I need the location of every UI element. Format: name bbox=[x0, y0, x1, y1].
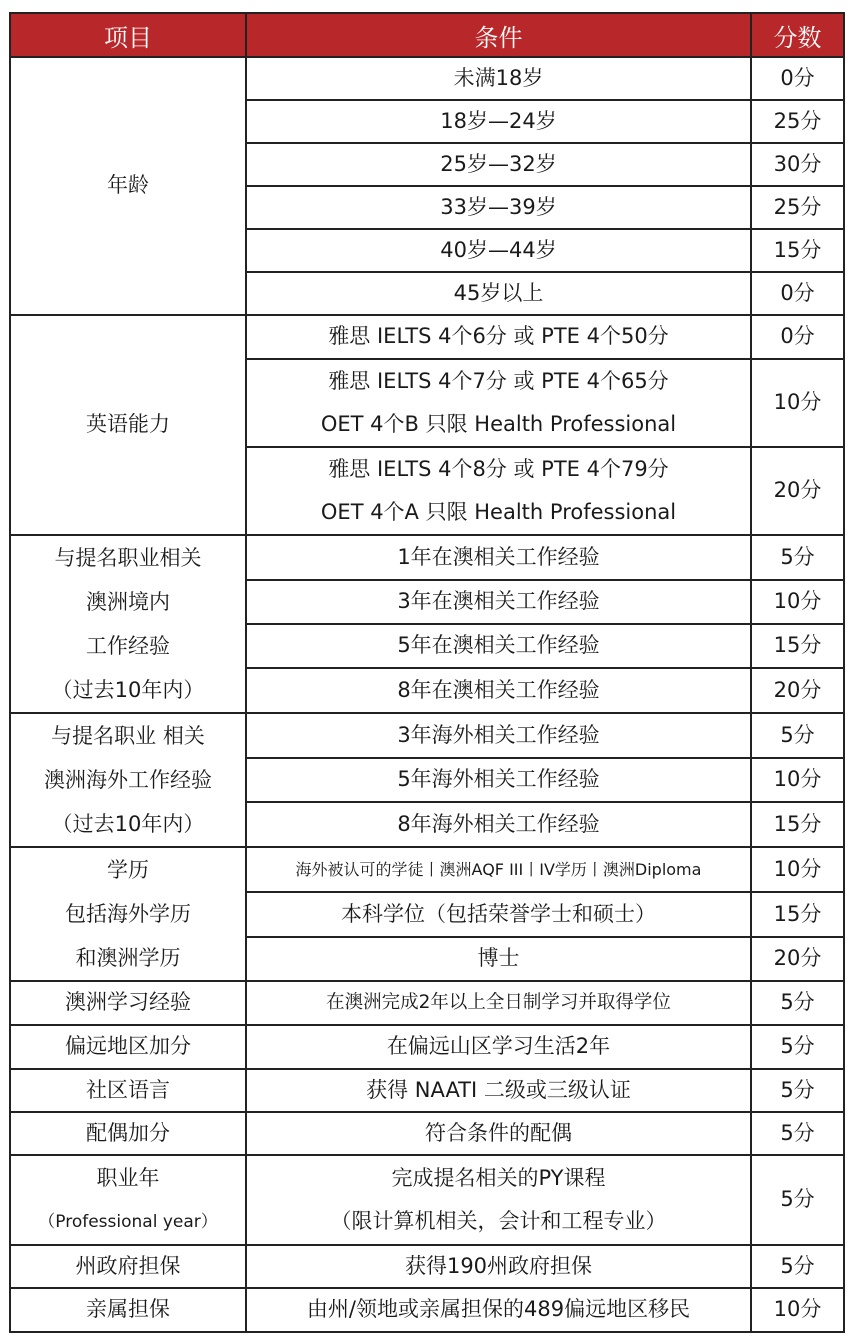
points-table bbox=[9, 12, 845, 1333]
condition-cell bbox=[246, 981, 751, 1025]
item-cell bbox=[10, 1155, 246, 1245]
item-label: 英语能力 bbox=[86, 412, 170, 437]
condition-text: 在偏远山区学习生活2年 bbox=[386, 1034, 611, 1059]
score-cell: 0分 bbox=[751, 315, 844, 359]
item-label: 与提名职业相关 bbox=[54, 546, 202, 570]
score-cell: 0分 bbox=[751, 57, 844, 100]
condition-cell bbox=[246, 668, 751, 713]
table-row bbox=[10, 535, 844, 580]
score-cell: 10分 bbox=[751, 758, 844, 802]
condition-text: 雅思 IELTS 4个6分 或 PTE 4个50分 bbox=[328, 324, 669, 349]
item-cell bbox=[10, 713, 246, 847]
item-label: 工作经验 bbox=[86, 634, 170, 658]
item-label: （过去10年内） bbox=[51, 812, 205, 836]
condition-cell bbox=[246, 580, 751, 624]
condition-cell bbox=[246, 186, 751, 229]
condition-text: 5年在澳相关工作经验 bbox=[397, 633, 600, 658]
header-item: 项目 bbox=[10, 13, 246, 57]
score-cell: 0分 bbox=[751, 272, 844, 315]
table-row bbox=[10, 315, 844, 359]
score-cell: 15分 bbox=[751, 892, 844, 936]
score-cell: 5分 bbox=[751, 713, 844, 758]
item-label: 学历 bbox=[107, 858, 149, 882]
item-label: 澳洲海外工作经验 bbox=[44, 768, 212, 792]
score-cell: 15分 bbox=[751, 802, 844, 847]
condition-text: 由州/领地或亲属担保的489偏远地区移民 bbox=[306, 1297, 691, 1322]
score-cell: 5分 bbox=[751, 1112, 844, 1155]
table-row bbox=[10, 57, 844, 100]
condition-text: OET 4个A 只限 Health Professional bbox=[320, 500, 677, 524]
condition-text: 18岁—24岁 bbox=[440, 108, 557, 133]
condition-text: 3年海外相关工作经验 bbox=[397, 722, 600, 747]
condition-text: （限计算机相关，会计和工程专业） bbox=[330, 1209, 667, 1233]
table-row bbox=[10, 713, 844, 758]
condition-text: 博士 bbox=[477, 946, 520, 971]
table-body bbox=[10, 57, 844, 1332]
header-condition: 条件 bbox=[246, 13, 751, 57]
item-cell bbox=[10, 1288, 246, 1332]
score-cell: 5分 bbox=[751, 1069, 844, 1112]
item-label: 年龄 bbox=[107, 173, 149, 198]
condition-cell bbox=[246, 359, 751, 447]
condition-text: 25岁—32岁 bbox=[440, 151, 557, 176]
condition-text: 未满18岁 bbox=[453, 65, 544, 90]
item-cell bbox=[10, 1245, 246, 1288]
item-cell bbox=[10, 847, 246, 981]
condition-cell bbox=[246, 1245, 751, 1288]
condition-cell bbox=[246, 229, 751, 272]
item-label: 包括海外学历 bbox=[65, 902, 191, 926]
item-cell bbox=[10, 1069, 246, 1112]
item-label: 配偶加分 bbox=[86, 1120, 170, 1145]
header-score: 分数 bbox=[751, 13, 844, 57]
condition-text: 3年在澳相关工作经验 bbox=[397, 589, 600, 614]
condition-text: 8年海外相关工作经验 bbox=[397, 811, 600, 836]
header-row bbox=[10, 13, 844, 57]
score-cell: 5分 bbox=[751, 1245, 844, 1288]
table-row bbox=[10, 1245, 844, 1288]
condition-cell bbox=[246, 57, 751, 100]
item-label: 亲属担保 bbox=[86, 1297, 170, 1322]
condition-cell bbox=[246, 892, 751, 936]
table-row bbox=[10, 1288, 844, 1332]
score-cell: 10分 bbox=[751, 359, 844, 447]
condition-cell bbox=[246, 143, 751, 186]
condition-text: 5年海外相关工作经验 bbox=[397, 767, 600, 792]
item-label: 与提名职业 相关 bbox=[51, 724, 205, 748]
condition-text: 33岁—39岁 bbox=[440, 194, 557, 219]
table-row bbox=[10, 847, 844, 892]
condition-text: 45岁以上 bbox=[453, 280, 544, 305]
condition-text: 海外被认可的学徒丨澳洲AQF III丨IV学历丨澳洲Diploma bbox=[295, 860, 702, 880]
item-cell bbox=[10, 1112, 246, 1155]
condition-cell bbox=[246, 315, 751, 359]
item-cell bbox=[10, 535, 246, 713]
condition-text: 雅思 IELTS 4个8分 或 PTE 4个79分 bbox=[328, 457, 669, 481]
condition-text: 获得190州政府担保 bbox=[404, 1253, 593, 1278]
score-cell: 10分 bbox=[751, 847, 844, 892]
condition-text: 8年在澳相关工作经验 bbox=[397, 677, 600, 702]
condition-text: 1年在澳相关工作经验 bbox=[397, 544, 600, 569]
condition-cell bbox=[246, 802, 751, 847]
score-cell: 30分 bbox=[751, 143, 844, 186]
table-row bbox=[10, 1025, 844, 1069]
condition-cell bbox=[246, 1288, 751, 1332]
condition-cell bbox=[246, 1155, 751, 1245]
item-label: 偏远地区加分 bbox=[65, 1034, 191, 1059]
condition-text: 本科学位（包括荣誉学士和硕士） bbox=[341, 901, 656, 926]
condition-text: 获得 NAATI 二级或三级认证 bbox=[366, 1077, 631, 1102]
condition-cell bbox=[246, 713, 751, 758]
condition-cell bbox=[246, 272, 751, 315]
condition-cell bbox=[246, 447, 751, 535]
score-cell: 20分 bbox=[751, 668, 844, 713]
condition-cell bbox=[246, 100, 751, 143]
table-row bbox=[10, 1112, 844, 1155]
condition-text: 40岁—44岁 bbox=[440, 237, 557, 262]
score-cell: 15分 bbox=[751, 624, 844, 668]
score-cell: 5分 bbox=[751, 535, 844, 580]
score-cell: 25分 bbox=[751, 186, 844, 229]
condition-cell bbox=[246, 937, 751, 981]
score-cell: 5分 bbox=[751, 1155, 844, 1245]
condition-cell bbox=[246, 535, 751, 580]
condition-cell bbox=[246, 1025, 751, 1069]
condition-cell bbox=[246, 1112, 751, 1155]
score-cell: 20分 bbox=[751, 447, 844, 535]
score-cell: 5分 bbox=[751, 981, 844, 1025]
table-row bbox=[10, 981, 844, 1025]
table-row bbox=[10, 1069, 844, 1112]
item-cell bbox=[10, 981, 246, 1025]
score-cell: 20分 bbox=[751, 937, 844, 981]
condition-cell bbox=[246, 847, 751, 892]
condition-cell bbox=[246, 758, 751, 802]
condition-text: 雅思 IELTS 4个7分 或 PTE 4个65分 bbox=[328, 369, 669, 393]
score-cell: 25分 bbox=[751, 100, 844, 143]
item-cell bbox=[10, 57, 246, 315]
condition-text: 符合条件的配偶 bbox=[425, 1120, 572, 1145]
item-label: 州政府担保 bbox=[75, 1253, 181, 1278]
item-label: （过去10年内） bbox=[51, 678, 205, 702]
item-label: 和澳洲学历 bbox=[75, 946, 181, 970]
condition-text: 在澳洲完成2年以上全日制学习并取得学位 bbox=[326, 991, 671, 1013]
score-cell: 15分 bbox=[751, 229, 844, 272]
item-label: （Professional year） bbox=[38, 1212, 218, 1232]
condition-text: 完成提名相关的PY课程 bbox=[391, 1166, 606, 1190]
condition-cell bbox=[246, 1069, 751, 1112]
score-cell: 10分 bbox=[751, 580, 844, 624]
item-label: 职业年 bbox=[96, 1166, 160, 1190]
condition-text: OET 4个B 只限 Health Professional bbox=[320, 412, 677, 436]
item-label: 澳洲境内 bbox=[86, 590, 170, 614]
table-row bbox=[10, 1155, 844, 1245]
score-cell: 10分 bbox=[751, 1288, 844, 1332]
condition-cell bbox=[246, 624, 751, 668]
item-cell bbox=[10, 1025, 246, 1069]
item-label: 澳洲学习经验 bbox=[65, 990, 191, 1015]
item-label: 社区语言 bbox=[86, 1077, 170, 1102]
score-cell: 5分 bbox=[751, 1025, 844, 1069]
item-cell bbox=[10, 315, 246, 535]
